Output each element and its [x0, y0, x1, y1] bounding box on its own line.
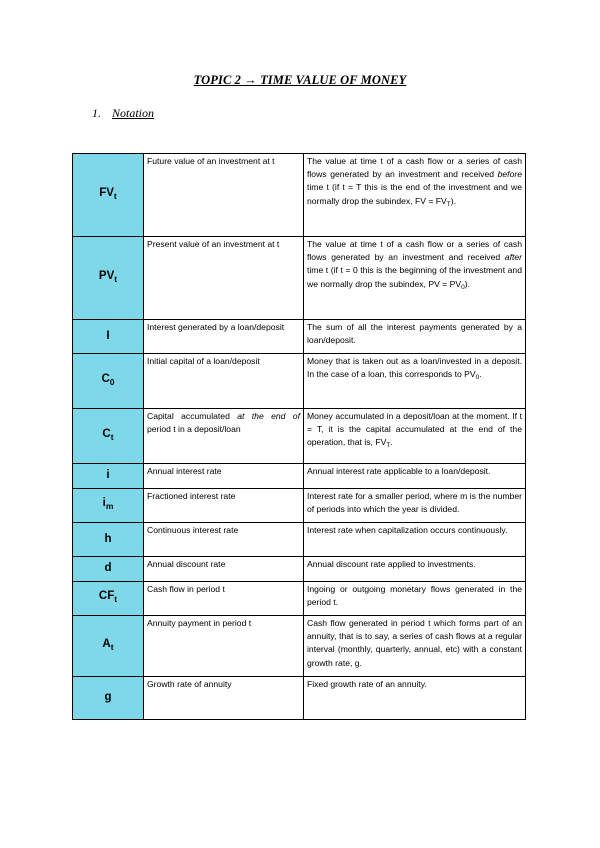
symbol-cell: $i_m$	[73, 489, 144, 523]
section-number: 1.	[92, 106, 101, 120]
symbol-cell: $C_t$	[73, 409, 144, 464]
notation-table	[72, 153, 526, 720]
definition-cell: The value at time t of a cash flow or a series of cash flows generated by an investment and received after time t (if t = 0 this is the beginning of the investment and we normally drop the subindex, PV = $PV_0$).	[304, 237, 526, 320]
meaning-cell: Present value of an investment at t	[144, 237, 304, 320]
symbol-cell: $C_0$	[73, 354, 144, 409]
meaning-cell: Capital accumulated at the end of period t in a deposit/loan	[144, 409, 304, 464]
table-row	[73, 464, 526, 489]
meaning-cell: Initial capital of a loan/deposit	[144, 354, 304, 409]
meaning-cell: Interest generated by a loan/deposit	[144, 320, 304, 354]
definition-cell: Annual discount rate applied to investments.	[304, 557, 526, 582]
symbol-cell: $FV_t$	[73, 154, 144, 237]
table-row	[73, 582, 526, 616]
definition-cell: Interest rate for a smaller period, where m is the number of periods into which the year is divided.	[304, 489, 526, 523]
table-row	[73, 354, 526, 409]
definition-cell: Fixed growth rate of an annuity.	[304, 677, 526, 720]
definition-cell: The sum of all the interest payments generated by a loan/deposit.	[304, 320, 526, 354]
meaning-cell: Growth rate of annuity	[144, 677, 304, 720]
symbol-cell: d	[73, 557, 144, 582]
meaning-cell: Annuity payment in period t	[144, 616, 304, 677]
symbol-cell: $PV_t$	[73, 237, 144, 320]
meaning-cell: Annual interest rate	[144, 464, 304, 489]
definition-cell: Money that is taken out as a loan/invested in a deposit. In the case of a loan, this corresponds to $PV_0$.	[304, 354, 526, 409]
meaning-cell: Annual discount rate	[144, 557, 304, 582]
definition-cell: Annual interest rate applicable to a loan/deposit.	[304, 464, 526, 489]
section-heading	[92, 106, 154, 121]
table-row	[73, 557, 526, 582]
definition-cell: Ingoing or outgoing monetary flows generated in the period t.	[304, 582, 526, 616]
table-row	[73, 677, 526, 720]
meaning-cell: Fractioned interest rate	[144, 489, 304, 523]
symbol-cell: i	[73, 464, 144, 489]
definition-cell: Cash flow generated in period t which forms part of an annuity, that is to say, a series of cash flows at a regular interval (monthly, quarterly, annual, etc) with a constant growth rate, g.	[304, 616, 526, 677]
symbol-cell: $A_t$	[73, 616, 144, 677]
table-row	[73, 489, 526, 523]
symbol-cell: g	[73, 677, 144, 720]
table-row	[73, 154, 526, 237]
meaning-cell: Continuous interest rate	[144, 523, 304, 557]
meaning-cell: Cash flow in period t	[144, 582, 304, 616]
symbol-cell: $CF_t$	[73, 582, 144, 616]
section-label: Notation	[112, 106, 155, 120]
table-row	[73, 523, 526, 557]
meaning-cell: Future value of an investment at t	[144, 154, 304, 237]
symbol-cell: I	[73, 320, 144, 354]
page-title: TOPIC 2 → TIME VALUE OF MONEY	[193, 73, 407, 87]
table-row	[73, 320, 526, 354]
table-row	[73, 237, 526, 320]
table-row	[73, 409, 526, 464]
symbol-cell: h	[73, 523, 144, 557]
definition-cell: The value at time t of a cash flow or a series of cash flows generated by an investment and received before time t (if t = T this is the end of the investment and we normally drop the subindex, FV = $FV_T$).	[304, 154, 526, 237]
table-row	[73, 616, 526, 677]
definition-cell: Money accumulated in a deposit/loan at the moment. If t = T, it is the capital accumulated at the end of the operation, that is, $FV_T$.	[304, 409, 526, 464]
definition-cell: Interest rate when capitalization occurs continuously.	[304, 523, 526, 557]
